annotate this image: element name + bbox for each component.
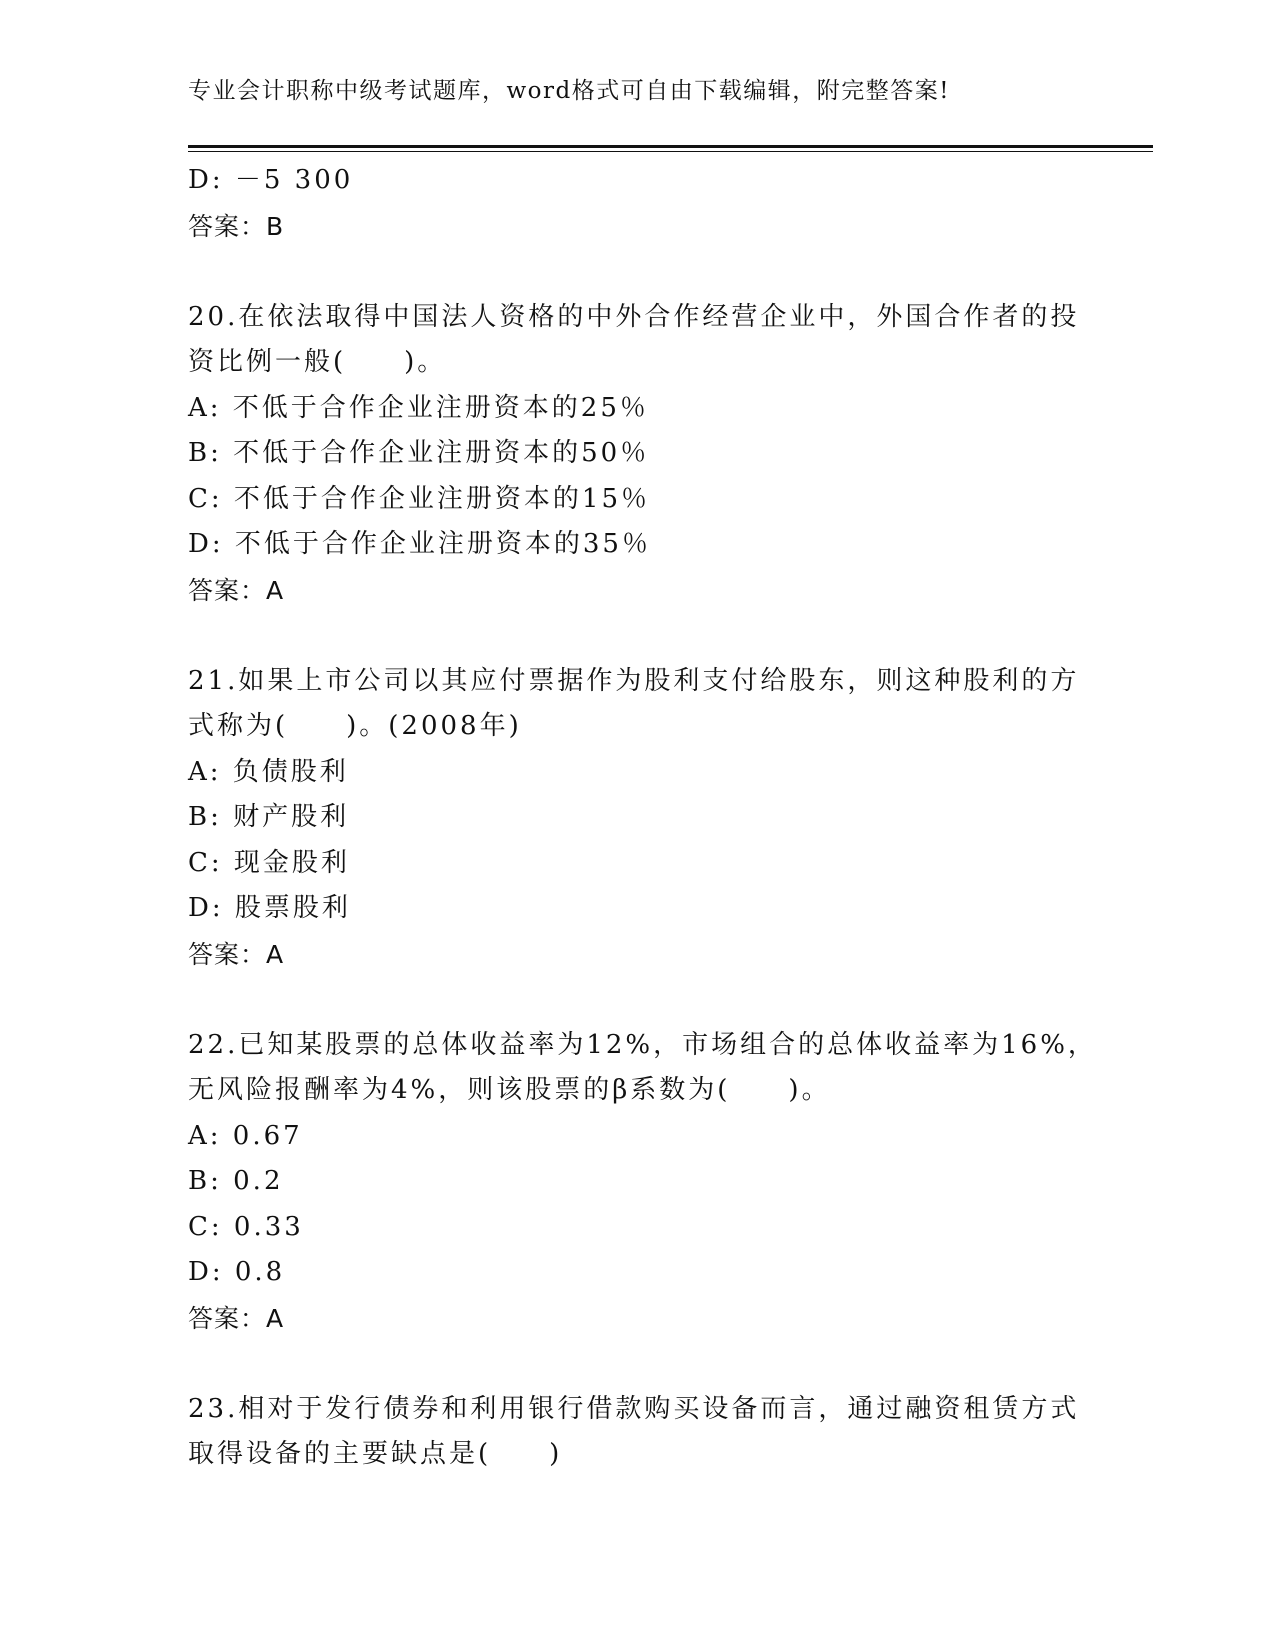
question-stem: 22.已知某股票的总体收益率为12%，市场组合的总体收益率为16%， xyxy=(188,1029,1097,1060)
spacer xyxy=(188,249,1088,295)
question-stem: 式称为( )。(2008年) xyxy=(188,711,522,741)
question-stem: 取得设备的主要缺点是( ) xyxy=(188,1439,563,1469)
answer: 答案：A xyxy=(188,1303,285,1333)
option-d: D: 不低于合作企业注册资本的35％ xyxy=(188,529,651,559)
option-a: A: 不低于合作企业注册资本的25％ xyxy=(188,392,649,423)
option-d: D: －5 300 xyxy=(188,165,354,195)
question-22 xyxy=(188,1023,1097,1342)
question-stem: 23.相对于发行债券和利用银行借款购买设备而言，通过融资租赁方式 xyxy=(188,1393,1080,1424)
option-b: B: 财产股利 xyxy=(188,802,350,832)
header-rule-thin xyxy=(188,151,1153,152)
header-rule-thick xyxy=(188,145,1153,148)
page-header: 专业会计职称中级考试题库，word格式可自由下载编辑，附完整答案! xyxy=(188,78,950,104)
option-c: C: 0.33 xyxy=(188,1211,304,1242)
spacer xyxy=(188,613,1088,659)
answer: 答案：A xyxy=(188,939,285,969)
answer: 答案：A xyxy=(188,575,285,605)
option-b: B: 不低于合作企业注册资本的50％ xyxy=(188,438,650,468)
option-a: A: 负债股利 xyxy=(188,756,349,787)
question-23 xyxy=(188,1387,1088,1478)
question-stem: 20.在依法取得中国法人资格的中外合作经营企业中，外国合作者的投 xyxy=(188,301,1080,332)
page-content xyxy=(188,158,1097,1478)
spacer xyxy=(188,1341,1088,1387)
question-stem: 21.如果上市公司以其应付票据作为股利支付给股东，则这种股利的方 xyxy=(188,665,1080,696)
option-c: C: 不低于合作企业注册资本的15％ xyxy=(188,483,651,514)
question-21 xyxy=(188,659,1088,978)
option-d: D: 0.8 xyxy=(188,1257,286,1287)
spacer xyxy=(188,977,1088,1023)
option-c: C: 现金股利 xyxy=(188,847,350,878)
question-stem: 资比例一般( )。 xyxy=(188,347,447,377)
answer: 答案：B xyxy=(188,211,285,241)
option-a: A: 0.67 xyxy=(188,1120,303,1151)
question-stem: 无风险报酬率为4%，则该股票的β系数为( )。 xyxy=(188,1075,831,1105)
question-20 xyxy=(188,295,1088,614)
option-b: B: 0.2 xyxy=(188,1166,284,1196)
option-d: D: 股票股利 xyxy=(188,893,351,923)
